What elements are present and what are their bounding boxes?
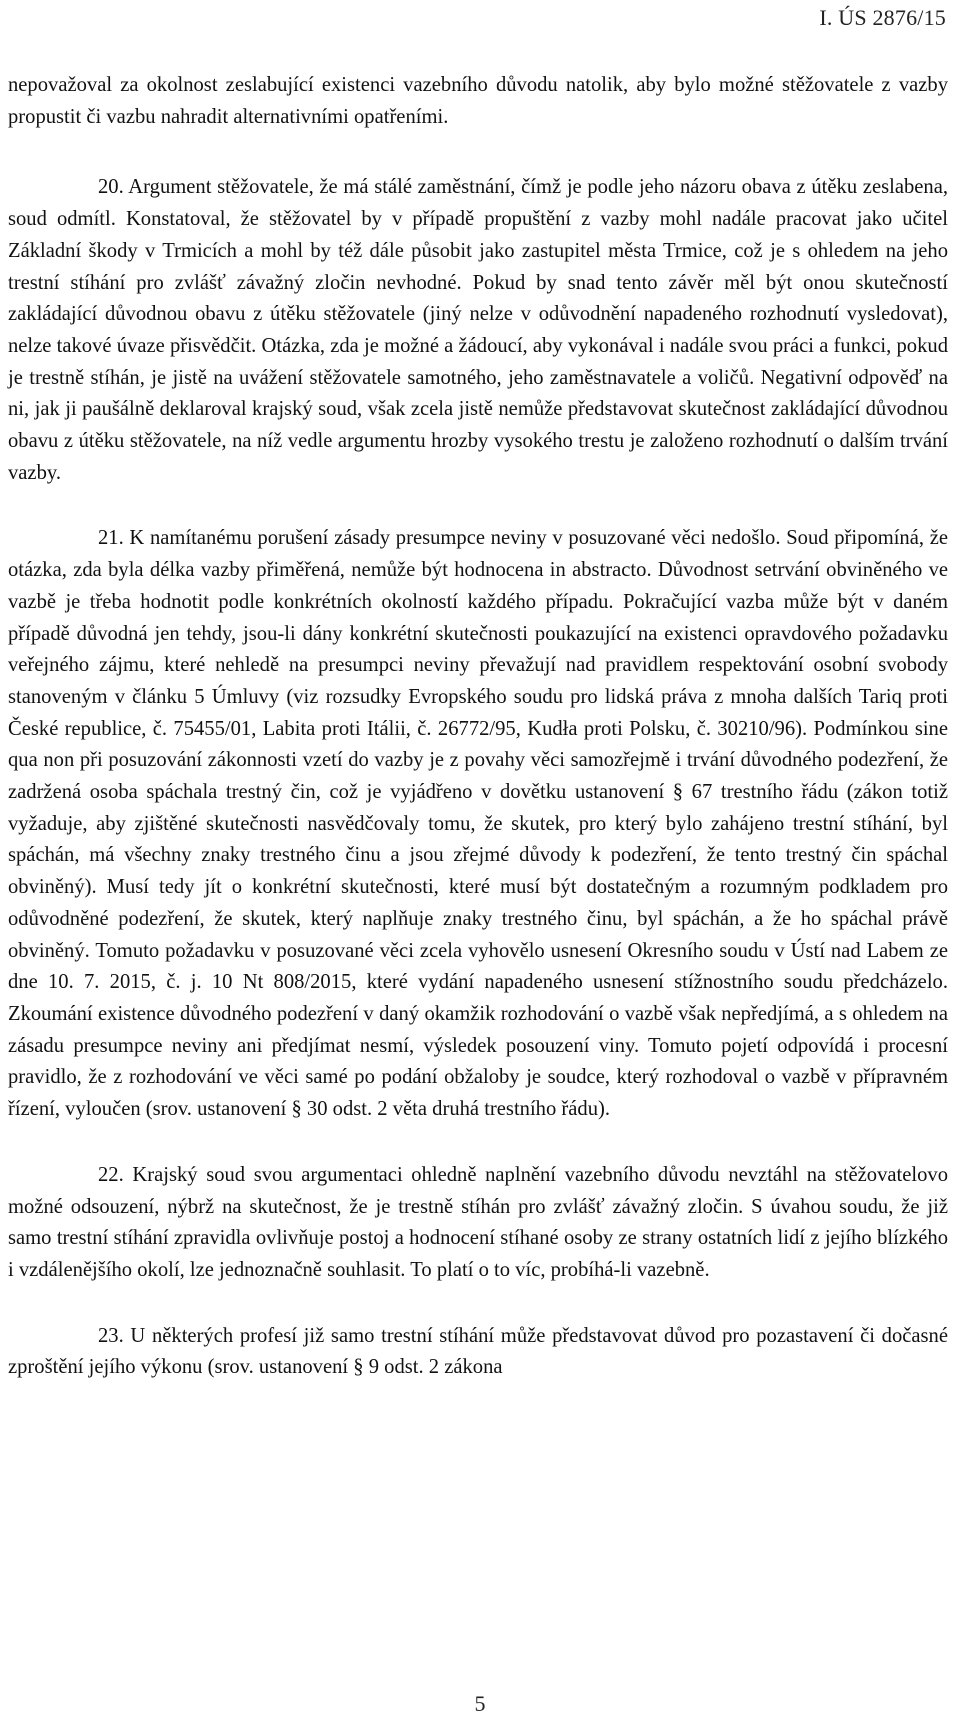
document-body xyxy=(8,70,948,1384)
page-number: 5 xyxy=(474,1691,486,1716)
case-number-header: I. ÚS 2876/15 xyxy=(819,5,946,30)
paragraph-22: 22. Krajský soud svou argumentaci ohledně naplnění vazebního důvodu nevztáhl na stěžovatelovo možné odsouzení, nýbrž na skutečnost, že je trestně stíhán pro zvlášť závažný zločin. S úvahou soudu, že již samo trestní stíhání zpravidla ovlivňuje postoj a hodnocení stíhané osoby ze strany ostatních lidí z jejího blízkého i vzdálenějšího okolí, lze jednoznačně souhlasit. To platí o to víc, probíhá-li vazebně. xyxy=(8,1163,948,1281)
paragraph-20: 20. Argument stěžovatele, že má stálé zaměstnání, čímž je podle jeho názoru obava z útěku zeslabena, soud odmítl. Konstatoval, že stěžovatel by v případě propuštění z vazby mohl nadále pracovat jako učitel Základní škody v Trmicích a mohl by též dále působit jako zastupitel města Trmice, což je s ohledem na jeho trestní stíhání pro zvlášť závažný zločin nevhodné. Pokud by snad tento závěr měl být onou skutečností zakládající důvodnou obavu z útěku stěžovatele (jiný nelze v odůvodnění napadeného rozhodnutí vysledovat), nelze takové úvaze přisvědčit. Otázka, zda je možné a žádoucí, aby vykonával i nadále svou práci a funkci, pokud je trestně stíhán, je jistě na uvážení stěžovatele samotného, jeho zaměstnavatele a voličů. Negativní odpověď na ni, jak ji paušálně deklaroval krajský soud, však zcela jistě nemůže představovat skutečnost zakládající důvodnou obavu z útěku stěžovatele, na níž vedle argumentu hrozby vysokého trestu je založeno rozhodnutí o dalším trvání vazby. xyxy=(8,176,948,484)
paragraph-23: 23. U některých profesí již samo trestní stíhání může představovat důvod pro pozastavení či dočasné zproštění jejího výkonu (srov. ustanovení § 9 odst. 2 zákona xyxy=(8,1324,948,1379)
paragraph-21: 21. K namítanému porušení zásady presumpce neviny v posuzované věci nedošlo. Soud připomíná, že otázka, zda byla délka vazby přiměřená, nemůže být hodnocena in abstracto. Důvodnost setrvání obviněného ve vazbě je třeba hodnotit podle konkrétních okolností každého případu. Pokračující vazba může být v daném případě důvodná jen tehdy, jsou-li dány konkrétní skutečnosti poukazující na existenci opravdového požadavku veřejného zájmu, které nehledě na presumpci neviny převažují nad pravidlem respektování osobní svobody stanoveným v článku 5 Úmluvy (viz rozsudky Evropského soudu pro lidská práva z mnoha dalších Tariq proti České republice, č. 75455/01, Labita proti Itálii, č. 26772/95, Kudła proti Polsku, č. 30210/96). Podmínkou sine qua non při posuzování zákonnosti vzetí do vazby je z povahy věci samozřejmě i trvání důvodného podezření, že zadržená osoba spáchala trestný čin, což je vyjádřeno v dovětku ustanovení § 67 trestního řádu (zákon totiž vyžaduje, aby zjištěné skutečnosti nasvědčovaly tomu, že skutek, pro který bylo zahájeno trestní stíhání, byl spáchán, má všechny znaky trestného činu a jsou zřejmé důvody k podezření, že tento trestný čin spáchal obviněný). Musí tedy jít o konkrétní skutečnosti, které musí být dostatečným a rozumným podkladem pro odůvodněné podezření, že skutek, který naplňuje znaky trestného činu, byl spáchán, a že ho spáchal právě obviněný. Tomuto požadavku v posuzované věci zcela vyhovělo usnesení Okresního soudu v Ústí nad Labem ze dne 10. 7. 2015, č. j. 10 Nt 808/2015, které vydání napadeného usnesení stížnostního soudu předcházelo. Zkoumání existence důvodného podezření v daný okamžik rozhodování o vazbě však nepředjímá, a s ohledem na zásadu presumpce neviny ani předjímat nesmí, výsledek posouzení viny. Tomuto pojetí odpovídá i procesní pravidlo, že z rozhodování ve věci samé po podání obžaloby je soudce, který rozhodoval o vazbě v přípravném řízení, vyloučen (srov. ustanovení § 30 odst. 2 věta druhá trestního řádu). xyxy=(8,527,948,1121)
paragraph-continuation: nepovažoval za okolnost zeslabující existenci vazebního důvodu natolik, aby bylo možné stěžovatele z vazby propustit či vazbu nahradit alternativními opatřeními. xyxy=(8,74,948,128)
